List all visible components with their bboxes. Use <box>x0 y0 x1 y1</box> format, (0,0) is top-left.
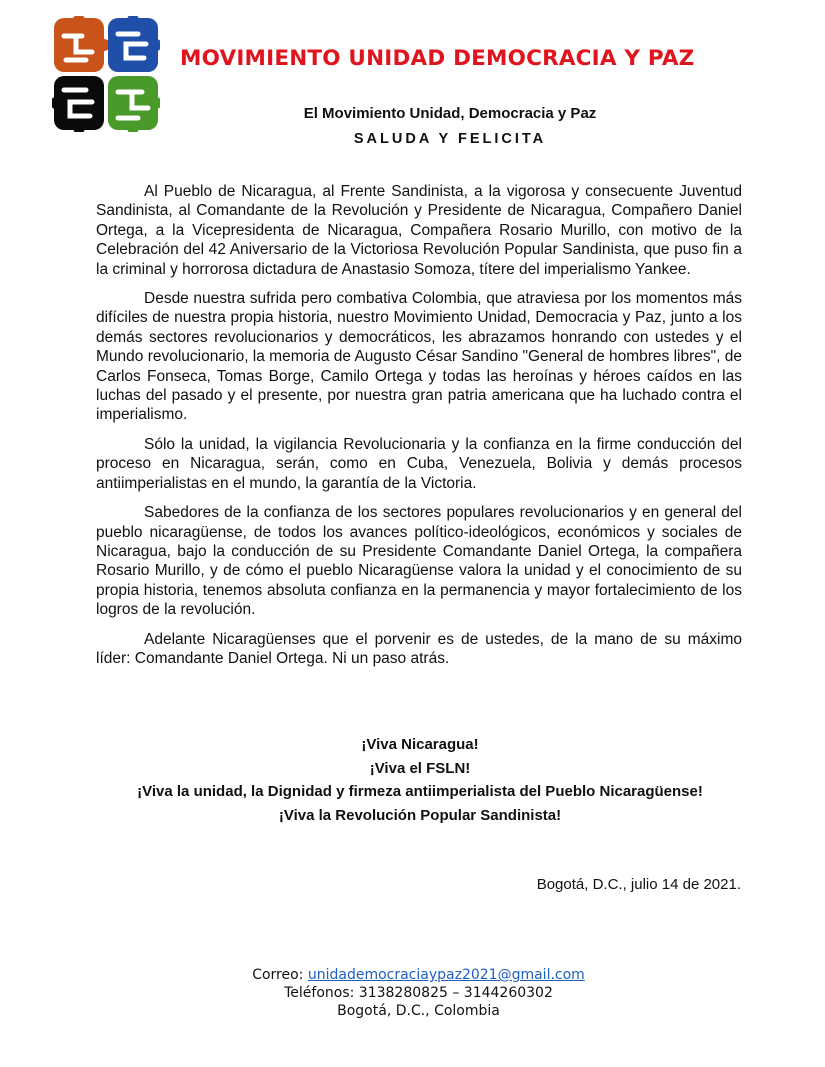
email-link[interactable]: unidademocraciaypaz2021@gmail.com <box>307 967 585 983</box>
organization-name: MOVIMIENTO UNIDAD DEMOCRACIA Y PAZ <box>180 46 695 71</box>
blue-puzzle-piece <box>108 16 160 72</box>
city-line: Bogotá, D.C., Colombia <box>337 1003 500 1019</box>
paragraph: Adelante Nicaragüenses que el porvenir es de ustedes, de la mano de su máximo líder: Comandante Daniel Ortega. Ni un paso atrás. <box>96 630 742 667</box>
email-line <box>150 966 687 984</box>
slogan-line: ¡Viva la Revolución Popular Sandinista! <box>278 806 562 824</box>
letter-date: Bogotá, D.C., julio 14 de 2021. <box>536 876 741 893</box>
paragraph: Sólo la unidad, la vigilancia Revolucionaria y la confianza en la firme conducción del proceso en Nicaragua, serán, como en Cuba, Venezuela, Bolivia y demás procesos antiimperialistas en el mundo, la garantía de la Victoria. <box>96 435 742 492</box>
phones-line: Teléfonos: 3138280825 – 3144260302 <box>284 985 553 1001</box>
contact-footer <box>150 966 687 1020</box>
paragraph: Desde nuestra sufrida pero combativa Colombia, que atraviesa por los momentos más difíciles de nuestra propia historia, nuestro Movimiento Unidad, Democracia y Paz, junto a los demás sectores revolucionarios y democráticos, les abrazamos honrando con ustedes y el Mundo revolucionario, la memoria de Augusto César Sandino "General de hombres libres", de Carlos Fonseca, Tomas Borge, Camilo Ortega y todas las heroínas y héroes caídos en las luchas del pasado y el presente, por nuestra gran patria americana que ha luchado contra el imperialismo. <box>96 290 742 424</box>
slogan-line: ¡Viva la unidad, la Dignidad y firmeza antiimperialista del Pueblo Nicaragüense! <box>137 783 703 800</box>
closing-slogans <box>80 733 760 827</box>
orange-puzzle-piece <box>54 16 110 72</box>
green-puzzle-piece <box>108 76 160 132</box>
paragraph: Sabedores de la confianza de los sectores populares revolucionarios y en general del pueblo nicaragüense, de todos los avances político-ideológicos, económicos y sociales de Nicaragua, bajo la conducción de su Presidente Comandante Daniel Ortega, la compañera Rosario Murillo, y de cómo el pueblo Nicaragüense valora la unidad y el conocimiento de su propia historia, tenemos absoluta confianza en la permanencia y mayor fortalecimiento de los logros de la revolución. <box>96 504 742 619</box>
email-label: Correo: <box>252 967 308 983</box>
paragraph: Al Pueblo de Nicaragua, al Frente Sandinista, a la vigorosa y consecuente Juventud Sandinista, al Comandante de la Revolución y Presidente de Nicaragua, Compañero Daniel Ortega, a la Vicepresidenta de Nicaragua, Compañera Rosario Murillo, con motivo de la Celebración del 42 Aniversario de la Victoriosa Revolución Popular Sandinista, que puso fin a la criminal y horrorosa dictadura de Anastasio Somoza, títere del imperialismo Yankee. <box>96 183 742 278</box>
heading-sender: El Movimiento Unidad, Democracia y Paz <box>303 105 597 122</box>
slogan-line: ¡Viva el FSLN! <box>369 759 471 777</box>
slogan-line: ¡Viva Nicaragua! <box>361 736 479 753</box>
black-puzzle-piece <box>52 76 104 132</box>
four-puzzle-pieces-logo <box>52 16 160 132</box>
heading-greeting: SALUDA Y FELICITA <box>353 131 547 147</box>
letter-body <box>96 182 742 678</box>
